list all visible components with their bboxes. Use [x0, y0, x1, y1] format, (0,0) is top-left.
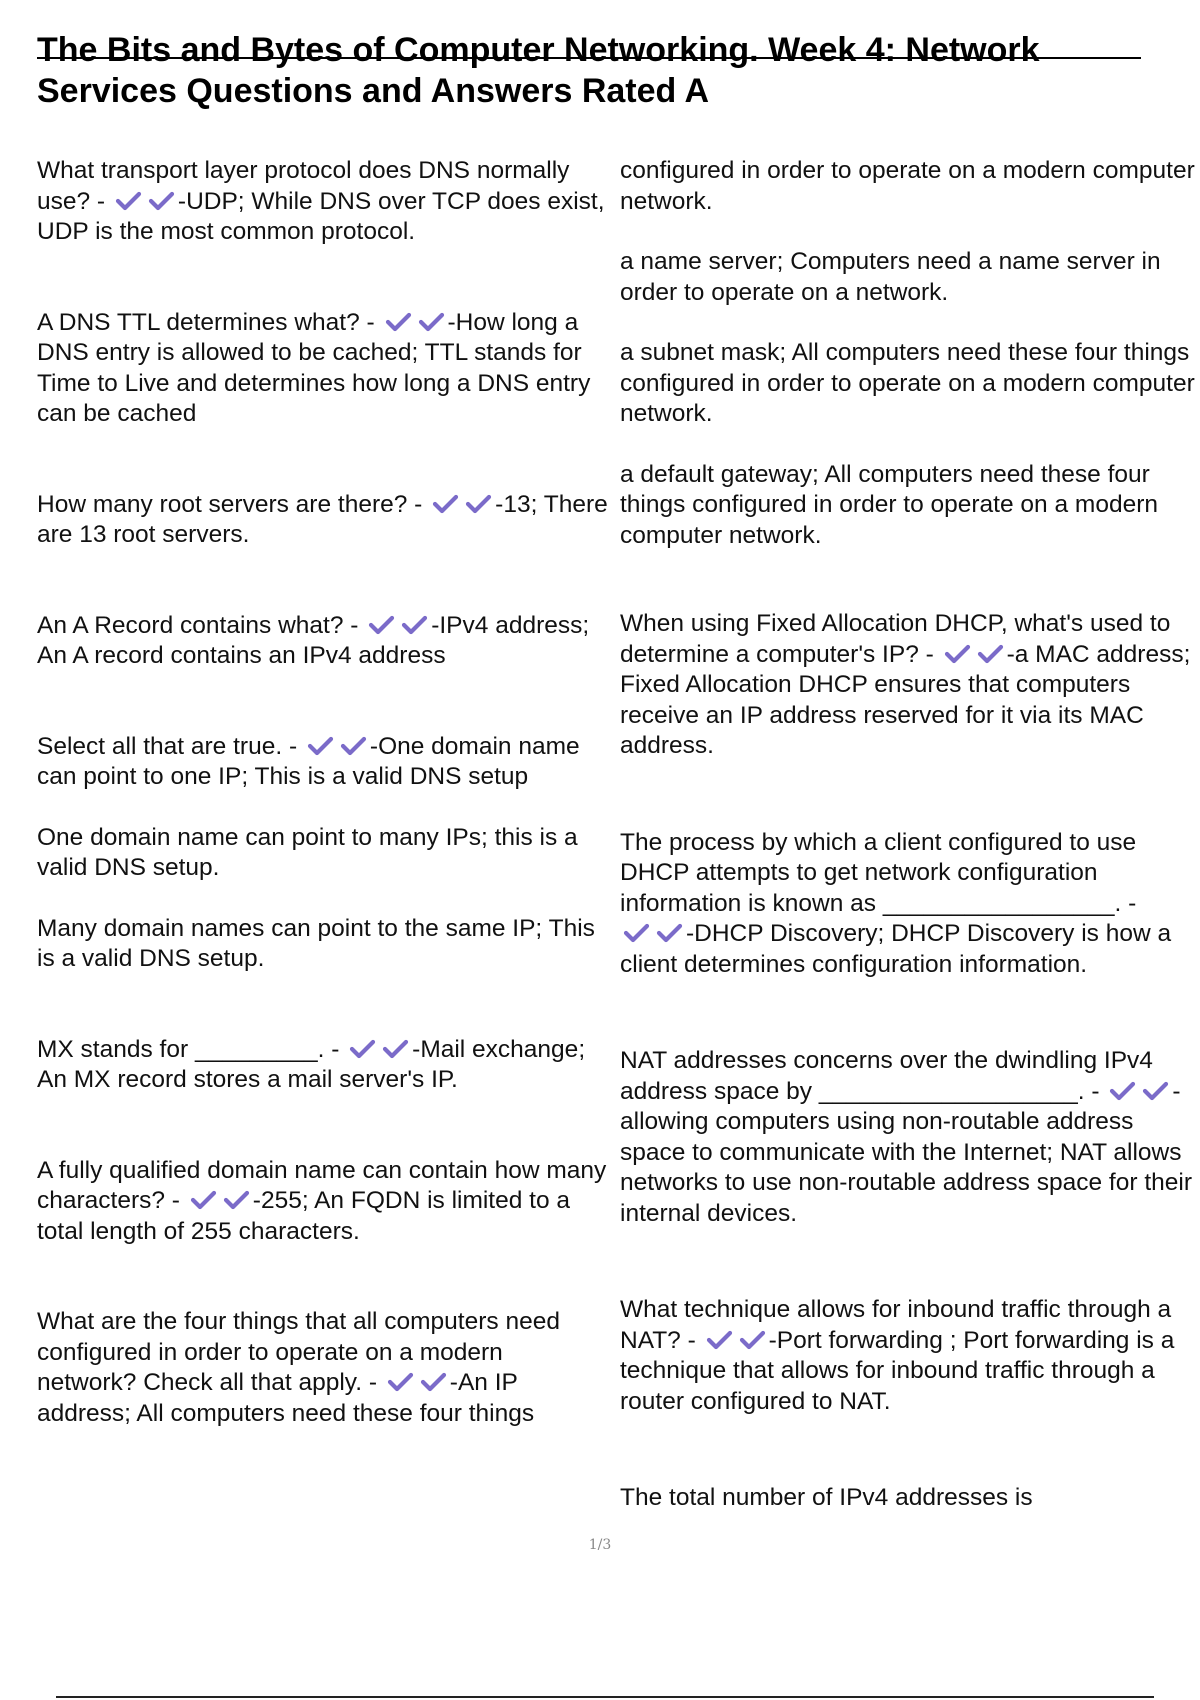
qa-item: What technique allows for inbound traffic through a NAT? - -Port forwarding ; Port forwarding is a technique that allows for inbound traffic through a router configured to NAT. — [620, 1296, 1175, 1415]
left-column — [37, 156, 609, 1429]
double-check-icon — [346, 1036, 412, 1063]
double-check-icon — [1106, 1078, 1172, 1105]
qa-item: When using Fixed Allocation DHCP, what's used to determine a computer's IP? - -a MAC address; Fixed Allocation DHCP ensures that computers receive an IP address reserved for it via its MAC address. — [620, 610, 1191, 759]
qa-item: Select all that are true. - -One domain name can point to one IP; This is a valid DNS setup — [37, 732, 580, 790]
right-column — [620, 156, 1195, 1514]
qa-item: MX stands for _________. - -Mail exchange; An MX record stores a mail server's IP. — [37, 1035, 586, 1093]
double-check-icon — [187, 1187, 253, 1214]
bottom-rule — [56, 1696, 1154, 1698]
qa-item: What are the four things that all computers need configured in order to operate on a modern network? Check all that apply. - -An IP address; All computers need these four things — [37, 1308, 560, 1427]
page-number: 1/3 — [588, 1537, 612, 1553]
qa-item: A fully qualified domain name can contain how many characters? - -255; An FQDN is limited to a total length of 255 characters. — [37, 1156, 607, 1245]
qa-item: What transport layer protocol does DNS normally use? - -UDP; While DNS over TCP does exist, UDP is the most common protocol. — [37, 157, 605, 245]
double-check-icon — [429, 491, 495, 518]
double-check-icon — [941, 641, 1007, 668]
qa-item: How many root servers are there? - -13; There are 13 root servers. — [37, 490, 608, 548]
document-title: The Bits and Bytes of Computer Networking. Week 4: Network Services Questions and Answers Rated A — [37, 31, 1040, 110]
qa-item: The process by which a client configured to use DHCP attempts to get network configuration information is known as _________________. - -DHCP Discovery; DHCP Discovery is how a client determines configuration information. — [620, 828, 1172, 978]
qa-continuation: The total number of IPv4 addresses is — [620, 1484, 1033, 1511]
qa-continuation: a default gateway; All computers need these four things configured in order to operate on a modern computer network. — [620, 460, 1158, 549]
double-check-icon — [382, 309, 448, 336]
qa-item: A DNS TTL determines what? - -How long a DNS entry is allowed to be cached; TTL stands for Time to Live and determines how long a DNS entry can be cached — [37, 308, 591, 427]
qa-continuation: a name server; Computers need a name server in order to operate on a network. — [620, 248, 1161, 306]
double-check-icon — [620, 920, 686, 947]
qa-continuation: Many domain names can point to the same IP; This is a valid DNS setup. — [37, 914, 595, 972]
qa-item: NAT addresses concerns over the dwindling IPv4 address space by ___________________. - -allowing computers using non-routable address space to communicate with the Internet; NAT allows networks to use non-routable address space for their internal devices. — [620, 1047, 1192, 1227]
qa-continuation: configured in order to operate on a modern computer network. — [620, 157, 1195, 215]
qa-continuation: One domain name can point to many IPs; this is a valid DNS setup. — [37, 823, 578, 881]
double-check-icon — [365, 612, 431, 639]
qa-continuation: a subnet mask; All computers need these four things configured in order to operate on a modern computer network. — [620, 339, 1195, 427]
double-check-icon — [703, 1327, 769, 1354]
qa-item: An A Record contains what? - -IPv4 address; An A record contains an IPv4 address — [37, 611, 590, 669]
double-check-icon — [384, 1369, 450, 1396]
double-check-icon — [112, 188, 178, 215]
double-check-icon — [304, 733, 370, 760]
